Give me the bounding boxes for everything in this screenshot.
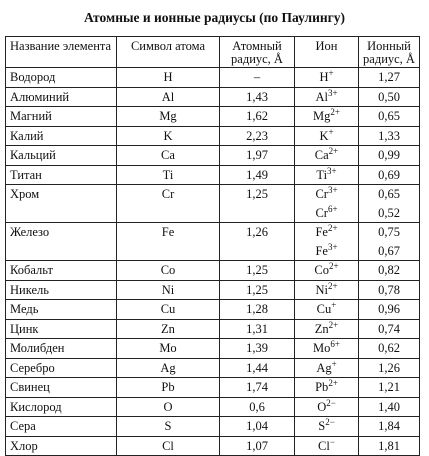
atomic-radius: 1,25 — [220, 185, 295, 223]
element-symbol: Cr — [117, 185, 220, 223]
ion-base: S — [318, 419, 326, 433]
ion-charge: + — [328, 68, 334, 78]
table-body — [6, 68, 420, 456]
ion-charge: 2+ — [328, 319, 339, 330]
element-symbol: Ni — [117, 280, 220, 300]
element-symbol: Ti — [117, 165, 220, 185]
table-row — [6, 358, 420, 378]
ion-cell — [295, 280, 359, 300]
ion-charge: 3+ — [327, 165, 337, 176]
element-name: Цинк — [6, 319, 117, 339]
ion-charge: 2+ — [327, 223, 338, 233]
table-row — [6, 146, 420, 166]
atomic-radius: 1,26 — [220, 223, 295, 261]
ion-base: Ag — [316, 360, 332, 375]
ion-base: Fe — [315, 225, 328, 239]
ion-cell — [295, 126, 359, 146]
ionic-radius-cell — [359, 165, 420, 185]
radii-table — [5, 36, 420, 456]
element-name: Молибден — [6, 339, 117, 359]
ion-charge: 6+ — [330, 339, 340, 349]
ionic-radius: 1,81 — [378, 438, 400, 453]
ionic-radius: 1,84 — [378, 419, 400, 433]
ion-charge: + — [331, 300, 337, 310]
ion-formula — [299, 223, 354, 242]
ionic-radius: 0,65 — [378, 187, 400, 201]
ion-charge: 2+ — [328, 146, 339, 156]
ion-cell — [295, 165, 359, 185]
ionic-radius-cell — [359, 126, 420, 146]
ion-cell — [295, 68, 359, 88]
ion-formula — [299, 204, 354, 223]
ion-base: Cr — [315, 187, 328, 201]
ionic-radius-cell — [359, 397, 420, 417]
ion-charge: 2+ — [328, 378, 338, 388]
atomic-radius: 1,39 — [220, 339, 295, 359]
element-name: Калий — [6, 126, 117, 146]
ion-formula — [299, 107, 354, 126]
ion-base: K — [319, 128, 329, 143]
atomic-radius: 1,25 — [220, 261, 295, 281]
ionic-radius: 0,52 — [378, 205, 400, 220]
ionic-radius: 0,50 — [378, 89, 400, 104]
element-symbol: Mo — [117, 339, 220, 359]
element-name: Кобальт — [6, 261, 117, 281]
ion-base: O — [317, 399, 327, 414]
atomic-radius: – — [220, 68, 295, 88]
ionic-radius: 0,74 — [378, 321, 400, 336]
ionic-radius: 1,33 — [378, 128, 400, 143]
element-symbol: Zn — [117, 319, 220, 339]
ion-cell — [295, 107, 359, 127]
header-symbol: Символ атома — [117, 37, 220, 68]
element-symbol: H — [117, 68, 220, 88]
table-row — [6, 68, 420, 88]
ion-cell — [295, 358, 359, 378]
atomic-radius: 1,25 — [220, 280, 295, 300]
table-row — [6, 87, 420, 107]
ion-base: Pb — [315, 380, 329, 394]
ion-cell — [295, 339, 359, 359]
element-symbol: Ca — [117, 146, 220, 166]
atomic-radius: 1,44 — [220, 358, 295, 378]
header-atomic-radius: Атомный радиус, Å — [220, 37, 295, 68]
element-symbol: S — [117, 417, 220, 437]
atomic-radius: 1,74 — [220, 378, 295, 398]
ion-formula — [299, 300, 354, 319]
ionic-radius-cell — [359, 319, 420, 339]
ion-cell — [295, 87, 359, 107]
ionic-radius: 0,62 — [378, 341, 400, 355]
ionic-radius-cell — [359, 339, 420, 359]
ion-charge: 3+ — [327, 87, 338, 98]
atomic-radius: 1,43 — [220, 87, 295, 107]
ionic-radius-cell — [359, 223, 420, 261]
atomic-radius: 1,04 — [220, 417, 295, 437]
ionic-radius-cell — [359, 300, 420, 320]
ion-base: Fe — [315, 243, 328, 258]
table-row — [6, 107, 420, 127]
header-ion: Ион — [295, 37, 359, 68]
ion-formula — [299, 320, 354, 339]
table-row — [6, 261, 420, 281]
element-symbol: O — [117, 397, 220, 417]
ion-charge: + — [331, 358, 337, 369]
element-symbol: K — [117, 126, 220, 146]
ion-cell — [295, 417, 359, 437]
element-name: Титан — [6, 165, 117, 185]
ionic-radius: 0,99 — [378, 148, 400, 162]
ion-cell — [295, 185, 359, 223]
ion-formula — [299, 88, 354, 107]
atomic-radius: 1,49 — [220, 165, 295, 185]
table-row — [6, 378, 420, 398]
ion-formula — [299, 146, 354, 165]
ionic-radius: 1,27 — [378, 70, 400, 84]
ionic-radius: 1,21 — [378, 380, 400, 394]
ion-charge: + — [328, 126, 334, 137]
atomic-radius: 1,31 — [220, 319, 295, 339]
element-name: Алюминий — [6, 87, 117, 107]
atomic-radius: 1,97 — [220, 146, 295, 166]
ion-charge: 3+ — [327, 241, 338, 252]
element-symbol: Fe — [117, 223, 220, 261]
element-name: Сера — [6, 417, 117, 437]
element-symbol: Cl — [117, 436, 220, 456]
ion-formula — [299, 359, 354, 378]
ion-formula — [299, 378, 354, 397]
ion-cell — [295, 378, 359, 398]
element-symbol: Co — [117, 261, 220, 281]
element-symbol: Mg — [117, 107, 220, 127]
ion-formula — [299, 437, 354, 456]
atomic-radius: 1,07 — [220, 436, 295, 456]
ion-formula — [299, 127, 354, 146]
ion-base: Al — [315, 89, 328, 104]
ion-base: Co — [314, 263, 329, 277]
ion-formula — [299, 281, 354, 300]
ionic-radius-cell — [359, 358, 420, 378]
ion-formula — [299, 417, 354, 436]
ionic-radius: 1,40 — [378, 399, 400, 414]
table-row — [6, 185, 420, 223]
element-name: Магний — [6, 107, 117, 127]
ion-base: H — [319, 70, 329, 84]
ion-base: Mg — [313, 109, 331, 123]
ionic-radius-cell — [359, 185, 420, 223]
element-name: Хром — [6, 185, 117, 223]
ionic-radius: 0,75 — [378, 225, 400, 239]
ion-cell — [295, 146, 359, 166]
table-row — [6, 319, 420, 339]
ion-charge: 2+ — [329, 261, 339, 271]
ionic-radius: 0,82 — [378, 263, 400, 277]
ionic-radius-cell — [359, 68, 420, 88]
element-symbol: Cu — [117, 300, 220, 320]
ionic-radius-cell — [359, 107, 420, 127]
element-name: Кальций — [6, 146, 117, 166]
table-row — [6, 165, 420, 185]
ionic-radius-cell — [359, 436, 420, 456]
ion-charge: 2− — [326, 397, 336, 408]
header-ionic-radius: Ионный радиус, Å — [359, 37, 420, 68]
ion-charge: 2− — [325, 417, 335, 427]
atomic-radius: 2,23 — [220, 126, 295, 146]
ionic-radius: 0,78 — [378, 282, 400, 297]
element-symbol: Al — [117, 87, 220, 107]
ion-cell — [295, 436, 359, 456]
ion-cell — [295, 397, 359, 417]
ion-charge: 3+ — [327, 185, 338, 195]
element-name: Железо — [6, 223, 117, 261]
ionic-radius: 1,26 — [378, 360, 400, 375]
ionic-radius-cell — [359, 417, 420, 437]
table-row — [6, 397, 420, 417]
table-row — [6, 300, 420, 320]
table-row — [6, 436, 420, 456]
element-name: Серебро — [6, 358, 117, 378]
ion-formula — [299, 166, 354, 185]
element-name: Кислород — [6, 397, 117, 417]
atomic-radius: 1,28 — [220, 300, 295, 320]
ion-formula — [299, 339, 354, 358]
ion-formula — [299, 242, 354, 261]
ionic-radius: 0,67 — [378, 243, 400, 258]
ionic-radius: 0,69 — [378, 167, 400, 182]
ion-base: Ti — [316, 167, 328, 182]
ion-charge: − — [329, 436, 335, 447]
element-name: Свинец — [6, 378, 117, 398]
ionic-radius: 0,96 — [378, 302, 400, 316]
ionic-radius-cell — [359, 261, 420, 281]
table-row — [6, 339, 420, 359]
ion-base: Ni — [315, 282, 328, 297]
table-title: Атомные и ионные радиусы (по Паулингу) — [83, 10, 346, 25]
table-row — [6, 417, 420, 437]
element-name: Медь — [6, 300, 117, 320]
ion-formula — [299, 398, 354, 417]
ion-cell — [295, 223, 359, 261]
ion-base: Ca — [314, 148, 329, 162]
atomic-radius: 1,62 — [220, 107, 295, 127]
element-symbol: Pb — [117, 378, 220, 398]
header-name: Название элемента — [6, 37, 117, 68]
ionic-radius-cell — [359, 87, 420, 107]
header-row — [6, 37, 420, 68]
ion-base: Cl — [318, 438, 330, 453]
ion-base: Mo — [313, 341, 331, 355]
table-row — [6, 126, 420, 146]
ionic-radius: 0,65 — [378, 109, 400, 123]
ionic-radius-cell — [359, 280, 420, 300]
ion-formula — [299, 261, 354, 280]
ion-base: Cu — [316, 302, 332, 316]
ion-base: Cr — [315, 205, 328, 220]
atomic-radius: 0,6 — [220, 397, 295, 417]
ion-cell — [295, 261, 359, 281]
element-name: Никель — [6, 280, 117, 300]
ion-charge: 2+ — [330, 107, 340, 117]
ion-formula — [299, 185, 354, 204]
ion-charge: 6+ — [327, 203, 338, 214]
ion-base: Zn — [314, 321, 329, 336]
ionic-radius-cell — [359, 378, 420, 398]
ion-formula — [299, 68, 354, 87]
element-symbol: Ag — [117, 358, 220, 378]
ionic-radius-cell — [359, 146, 420, 166]
table-row — [6, 280, 420, 300]
element-name: Водород — [6, 68, 117, 88]
ion-cell — [295, 300, 359, 320]
ion-charge: 2+ — [327, 280, 338, 291]
ion-cell — [295, 319, 359, 339]
table-row — [6, 223, 420, 261]
element-name: Хлор — [6, 436, 117, 456]
